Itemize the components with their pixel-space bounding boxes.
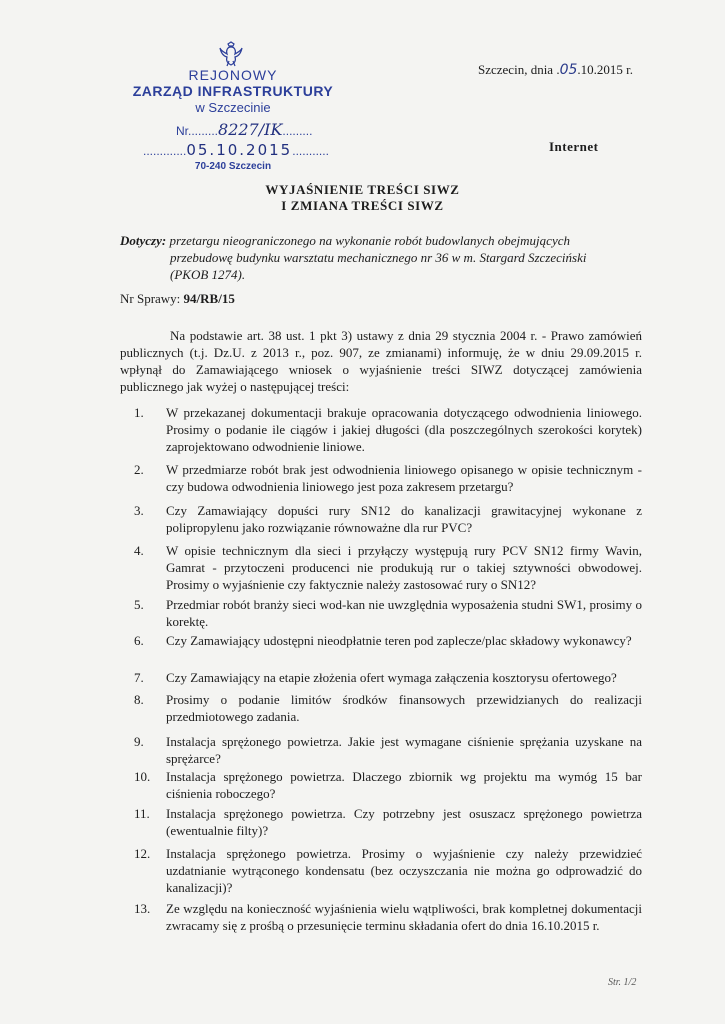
question-number: 4. [134,543,144,558]
stamp-date-value: 05.10.2015 [186,141,293,159]
page-number: Str. 1/2 [608,977,637,988]
stamp-number: Nr.........8227/IK......... [176,120,313,139]
place-date [478,62,633,78]
question-number: 7. [134,670,144,685]
eagle-emblem-icon [218,40,244,68]
stamp-number-value: 8227/IK [218,120,283,139]
question-number: 12. [134,846,151,861]
question-text: W przekazanej dokumentacji brakuje opracowania dotyczącego odwodnienia liniowego. Prosimy o podanie ile ciągów i jakiej długości (dla poszczególnych szerokości korytek) zaprojektowano odwodnienie liniowe. [166,405,642,454]
case-label: Nr Sprawy: [120,291,181,306]
question-number: 11. [134,806,150,821]
stamp-postal: 70-240 Szczecin [194,161,272,172]
question-text: W opisie technicznym dla sieci i przyłączy występują rury PCV SN12 firmy Wavin, Gamrat - przytoczeni producenci nie produkują rur o takiej sztywności obwodowej. Prosimy o wyjaśnienie czy faktycznie należy zastosować rury o SN12? [166,543,642,592]
intro-paragraph: Na podstawie art. 38 ust. 1 pkt 3) ustawy z dnia 29 stycznia 2004 r. - Prawo zamówień publicznych (t.j. Dz.U. z 2013 r., poz. 907, ze zmianami) informuję, że w dniu 29.09.2015 r. wpłynął do Zamawiającego wniosek o wyjaśnienie treści SIWZ dotyczącej zamówienia publicznego jak wyżej o następującej treści: [120,328,642,394]
question-number: 6. [134,633,144,648]
stamp-line-3: w Szczecinie [195,100,271,115]
document-title-line-2: I ZMIANA TREŚCI SIWZ [281,198,444,213]
stamp-number-label: Nr [176,124,188,138]
question-number: 1. [134,405,144,420]
question-number: 10. [134,769,151,784]
subject-line-3: (PKOB 1274). [170,267,246,282]
question-number: 8. [134,692,144,707]
subject-label: Dotyczy: [120,233,167,248]
stamp-line-2: ZARZĄD INFRASTRUKTURY [132,83,334,99]
subject-line-1: przetargu nieograniczonego na wykonanie robót budowlanych obejmujących [169,233,570,248]
place-suffix: .10.2015 r. [577,62,634,77]
document-title-line-1: WYJAŚNIENIE TREŚCI SIWZ [265,182,460,197]
stamp-date: .............05.10.2015........... [143,141,329,159]
question-number: 5. [134,597,144,612]
question-text: Czy Zamawiający udostępni nieodpłatnie teren pod zaplecze/plac składowy wykonawcy? [166,633,632,648]
question-text: Prosimy o podanie limitów środków finansowych przewidzianych do realizacji przedmiotowego zadania. [166,692,642,724]
question-number: 13. [134,901,151,916]
question-text: W przedmiarze robót brak jest odwodnienia liniowego opisanego w opisie technicznym - czy budowa odwodnienia liniowego jest poza zakresem przetargu? [166,462,642,494]
question-text: Przedmiar robót branży sieci wod-kan nie uwzględnia wyposażenia studni SW1, prosimy o korektę. [166,597,642,629]
question-text: Instalacja sprężonego powietrza. Prosimy o wyjaśnienie czy należy przewidzieć uzdatnianie wytrąconego kondensatu (bez oczyszczania nie można go odprowadzić do kanalizacji)? [166,846,642,895]
subject-line-2: przebudowę budynku warsztatu mechanicznego nr 36 w m. Stargard Szczeciński [170,250,587,265]
place-day: 05 [559,62,578,78]
office-stamp [118,40,348,180]
place-prefix: Szczecin, dnia . [478,62,560,77]
recipient: Internet [549,139,599,154]
subject-block [120,232,642,283]
question-text: Instalacja sprężonego powietrza. Jakie jest wymagane ciśnienie sprężania uzyskane na sprężarce? [166,734,642,766]
question-number: 3. [134,503,144,518]
question-text: Ze względu na konieczność wyjaśnienia wielu wątpliwości, brak kompletnej dokumentacji zwracamy się z prośbą o przesunięcie terminu składania ofert do dnia 16.10.2015 r. [166,901,642,933]
case-number [120,291,235,307]
question-number: 9. [134,734,144,749]
question-text: Czy Zamawiający na etapie złożenia ofert wymaga załączenia kosztorysu ofertowego? [166,670,617,685]
stamp-line-1: REJONOWY [188,67,278,83]
question-text: Czy Zamawiający dopuści rury SN12 do kanalizacji grawitacyjnej wykonane z polipropylenu jako rozwiązanie równoważne dla rur PVC? [166,503,642,535]
case-value: 94/RB/15 [183,291,235,306]
question-text: Instalacja sprężonego powietrza. Czy potrzebny jest osuszacz sprężonego powietrza (ewentualnie filty)? [166,806,642,838]
question-number: 2. [134,462,144,477]
question-text: Instalacja sprężonego powietrza. Dlaczego zbiornik wg projektu ma wymóg 15 bar ciśnienia roboczego? [166,769,642,801]
